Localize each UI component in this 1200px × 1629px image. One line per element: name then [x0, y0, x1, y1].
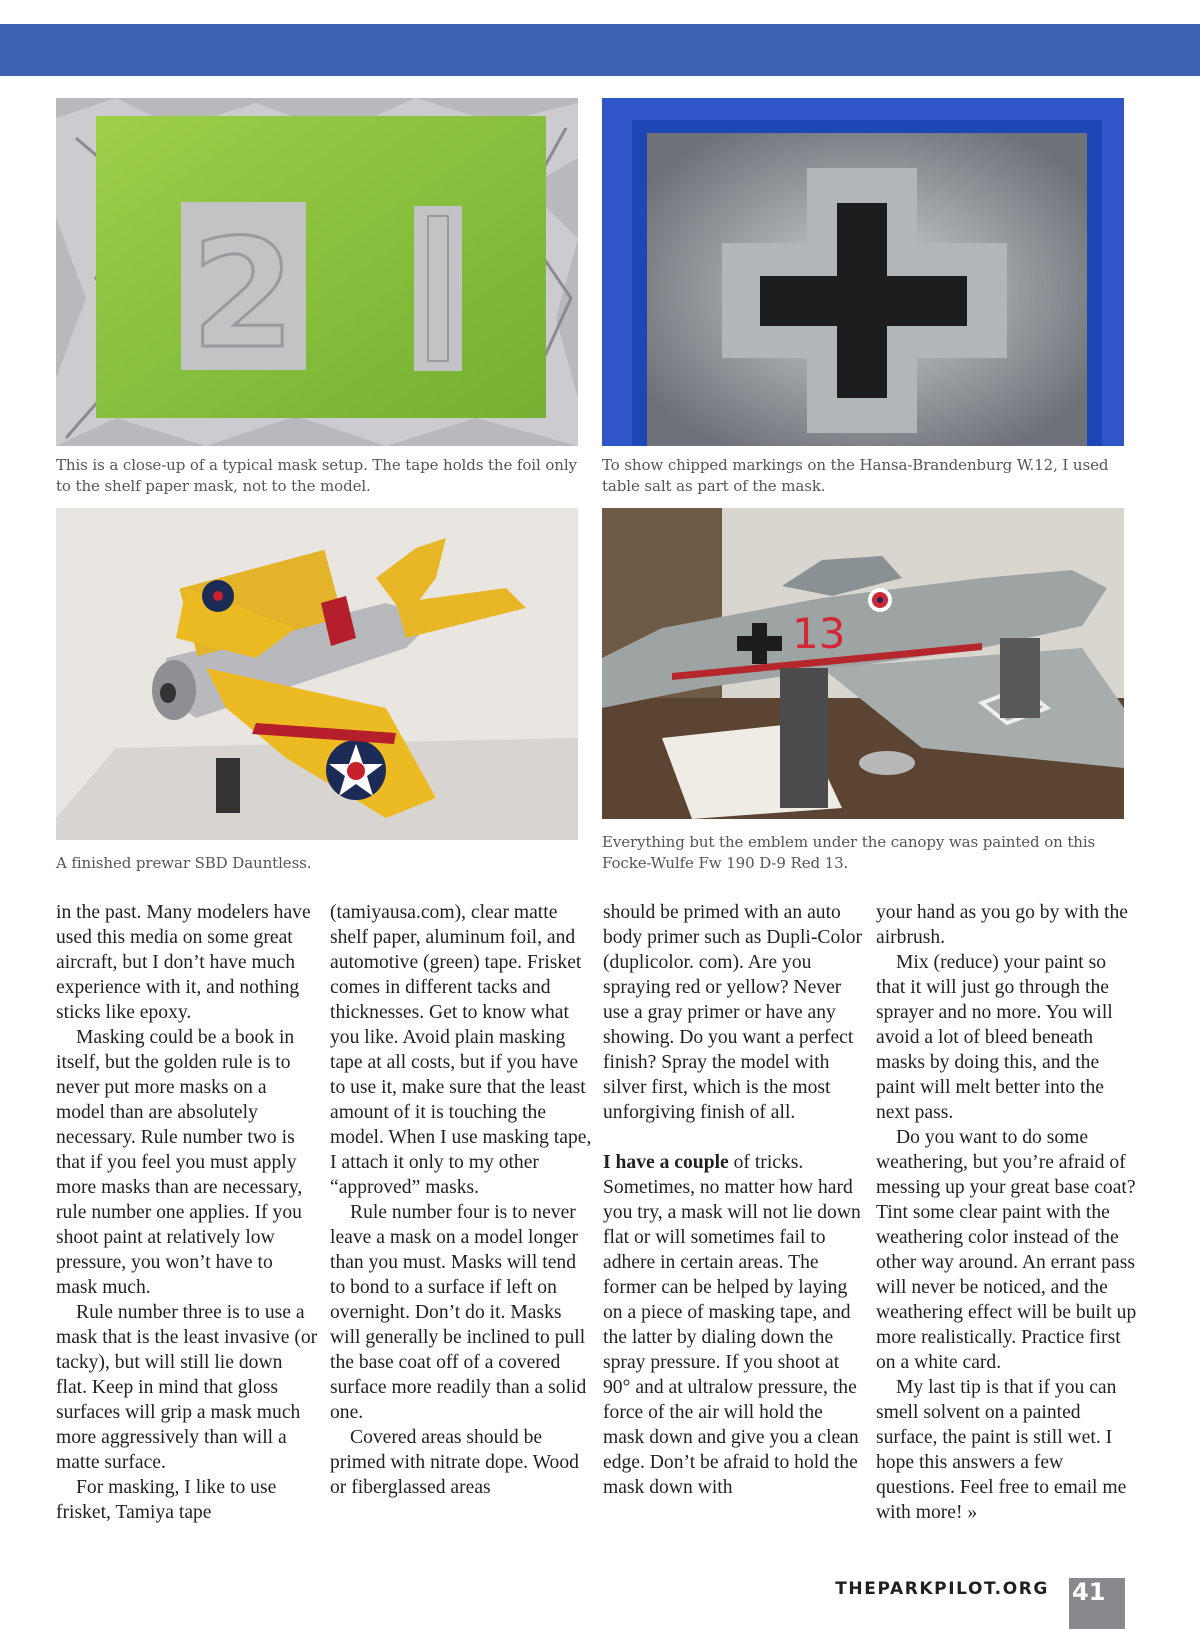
footer-site-url: THEPARKPILOT.ORG	[835, 1579, 1049, 1599]
svg-text:2: 2	[190, 208, 296, 382]
paragraph-text: of tricks. Sometimes, no matter how hard you try, a mask will not lie down flat or will sometimes fail to adhere in certain areas. The former can be helped by laying on a piece of masking tape, and the latter by dialing down the spray pressure. If you shoot at 90° and at ultralow pressure, the force of the air will hold the mask down and give you a clean edge. Don’t be afraid to hold the mask down with	[603, 1152, 861, 1498]
paragraph: My last tip is that if you can smell solvent on a painted surface, the paint is still wet. I hope this answers a few questions. Feel free to email me with more! »	[876, 1377, 1127, 1523]
sbd-dauntless-caption: A finished prewar SBD Dauntless.	[56, 854, 312, 872]
article-column-1	[56, 900, 318, 1525]
paragraph: Rule number three is to use a mask that is the least invasive (or tacky), but will still lie down flat. Keep in mind that gloss surfaces will grip a mask much more aggressively than will a matte surface.	[56, 1302, 318, 1473]
paragraph: For masking, I like to use frisket, Tamiya tape	[56, 1477, 277, 1523]
chipped-markings-caption: To show chipped markings on the Hansa-Brandenburg W.12, I used table salt as part of the mask.	[602, 456, 1109, 495]
header-color-band	[0, 24, 1200, 76]
chipped-markings-photo	[602, 98, 1124, 446]
paragraph	[603, 1150, 865, 1500]
article-column-2	[330, 900, 592, 1500]
svg-text:13: 13	[792, 609, 846, 658]
paragraph: Covered areas should be primed with nitrate dope. Wood or fiberglassed areas	[330, 1427, 579, 1498]
paragraph: Do you want to do some weathering, but you’re afraid of messing up your great base coat? Tint some clear paint with the weathering color instead of the other way around. An errant pass will never be noticed, and the weathering effect will be built up more realistically. Practice first on a white card.	[876, 1127, 1137, 1373]
mask-closeup-caption: This is a close-up of a typical mask setup. The tape holds the foil only to the shelf paper mask, not to the model.	[56, 456, 577, 495]
mask-closeup-photo	[56, 98, 578, 446]
page-number: 41	[1069, 1578, 1125, 1629]
article-column-4	[876, 900, 1138, 1525]
fw190-caption: Everything but the emblem under the canopy was painted on this Focke-Wulfe Fw 190 D-9 Red 13.	[602, 833, 1096, 872]
paragraph: Mix (reduce) your paint so that it will just go through the sprayer and no more. You will avoid a lot of bleed beneath masks by doing this, and the paint will melt better into the next pass.	[876, 952, 1113, 1123]
paragraph: Masking could be a book in itself, but the golden rule is to never put more masks on a model than are absolutely necessary. Rule number two is that if you feel you must apply more masks than are necessary, rule number one applies. If you shoot paint at relatively low pressure, you won’t have to mask much.	[56, 1027, 303, 1298]
paragraph: your hand as you go by with the airbrush.	[876, 902, 1128, 948]
paragraph: Rule number four is to never leave a mask on a model longer than you must. Masks will tend to bond to a surface if left on overnight. Don’t do it. Masks will generally be inclined to pull the base coat off of a covered surface more readily than a solid one.	[330, 1202, 587, 1423]
article-column-3	[603, 900, 865, 1500]
sbd-dauntless-photo	[56, 508, 578, 840]
paragraph: in the past. Many modelers have used this media on some great aircraft, but I don’t have much experience with it, and nothing sticks like epoxy.	[56, 902, 311, 1023]
lead-in: I have a couple	[603, 1152, 729, 1173]
paragraph: (tamiyausa.com), clear matte shelf paper, aluminum foil, and automotive (green) tape. Frisket comes in different tacks and thicknesses. Get to know what you like. Avoid plain masking tape at all costs, but if you have to use it, make sure that the least amount of it is touching the model. When I use masking tape, I attach it only to my other “approved” masks.	[330, 902, 592, 1198]
paragraph: should be primed with an auto body primer such as Dupli-Color (duplicolor. com). Are you spraying red or yellow? Never use a gray primer or have any showing. Do you want a perfect finish? Spray the model with silver first, which is the most unforgiving finish of all.	[603, 902, 863, 1123]
fw190-photo	[602, 508, 1124, 819]
